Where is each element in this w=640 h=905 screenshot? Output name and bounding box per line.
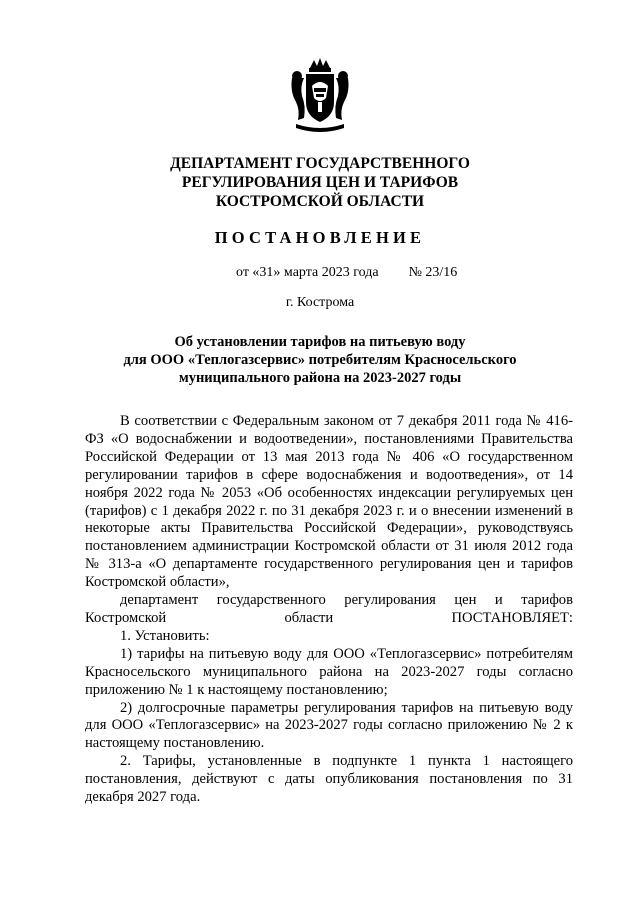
subject-line: для ООО «Теплогазсервис» потребителям Красносельского [123, 352, 517, 368]
date-line [236, 265, 457, 281]
item-2: 2. Тарифы, установленные в подпункте 1 пункта 1 настоящего постановления, действуют с даты опубликования постановления по 31 декабря 2027 года. [85, 753, 573, 806]
subject-line: Об установлении тарифов на питьевую воду [174, 334, 466, 350]
document-type: ПОСТАНОВЛЕНИЕ [214, 228, 426, 247]
document-city: г. Кострома [285, 295, 355, 310]
document-number: № 23/16 [408, 265, 458, 280]
resolution-paragraph: департамент государственного регулирования цен и тарифов Костромской области ПОСТАНОВЛЯЕТ: [85, 592, 573, 626]
item-1-1: 1) тарифы на питьевую воду для ООО «Теплогазсервис» потребителям Красносельского муниципального района на 2023-2027 годы согласно приложению № 1 к настоящему постановлению; [85, 645, 573, 698]
item-1-2: 2) долгосрочные параметры регулирования тарифов на питьевую воду для ООО «Теплогазсервис» на 2023-2027 годы согласно приложению № 2 к настоящему постановлению. [85, 699, 573, 752]
item-1: 1. Установить: [120, 627, 210, 644]
department-line: РЕГУЛИРОВАНИЯ ЦЕН И ТАРИФОВ [181, 174, 459, 191]
subject-line: муниципального района на 2023-2027 годы [178, 370, 462, 386]
department-line: КОСТРОМСКОЙ ОБЛАСТИ [215, 193, 425, 210]
department-name [0, 154, 640, 211]
document-subject [0, 333, 640, 387]
coat-of-arms-icon [288, 58, 352, 132]
preamble-paragraph: В соответствии с Федеральным законом от 7 декабря 2011 года № 416-ФЗ «О водоснабжении и водоотведении», постановлениями Правительства Российской Федерации от 13 мая 2013 года № 406 «О государственном регулировании тарифов в сфере водоснабжения и водоотведения», от 14 ноября 2022 года № 2053 «Об особенностях индексации регулируемых цен (тарифов) с 1 декабря 2022 г. по 31 декабря 2023 г. и о внесении изменений в некоторые акты Правительства Российской Федерации», руководствуясь постановлением администрации Костромской области от 31 июля 2012 года № 313-а «О департаменте государственного регулирования цен и тарифов Костромской области», [85, 413, 573, 591]
document-body [85, 413, 573, 807]
department-line: ДЕПАРТАМЕНТ ГОСУДАРСТВЕННОГО [170, 155, 470, 172]
document-date: от «31» марта 2023 года [236, 265, 379, 280]
